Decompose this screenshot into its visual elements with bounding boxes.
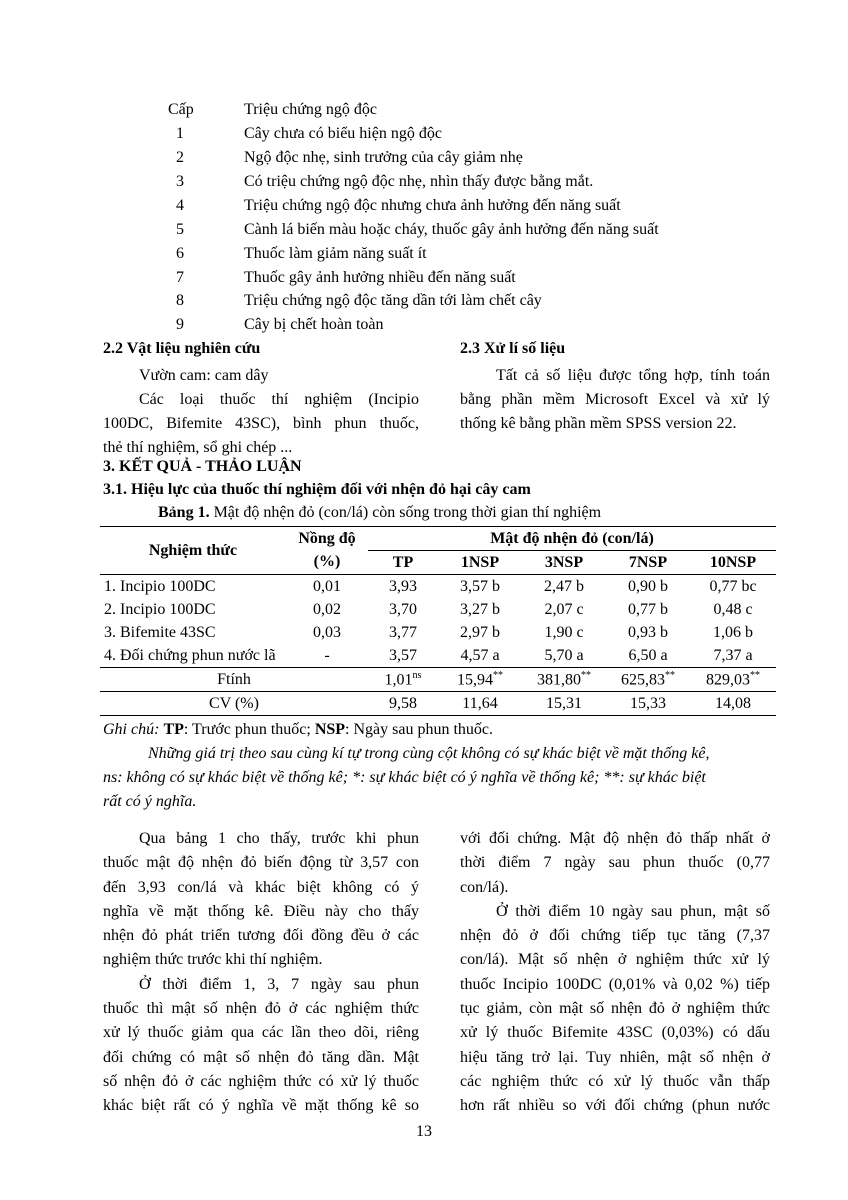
scale-row: [168, 292, 768, 314]
ftinh-cell: [606, 668, 690, 692]
note-tp-text: : Trước phun thuốc;: [183, 721, 315, 738]
scale-row: [168, 269, 768, 291]
scale-row: [168, 125, 768, 147]
body-line: con/lá). Mật số nhện ở nghiệm thức xử lý: [460, 951, 770, 969]
materials-text: [103, 364, 419, 460]
note-line: Những giá trị theo sau cùng kí tự trong cùng cột không có sự khác biệt về mặt thống kê,: [148, 745, 710, 762]
scale-desc: Có triệu chứng ngộ độc nhẹ, nhìn thấy được bằng mắt.: [244, 173, 594, 190]
scale-row: [168, 197, 768, 219]
ftinh-value: 829,03: [706, 671, 750, 689]
scale-header: [168, 101, 768, 123]
note-line: rất có ý nghĩa.: [103, 793, 197, 810]
cell-value: 7,37 a: [713, 646, 753, 664]
scale-desc: Triệu chứng ngộ độc tăng dần tới làm chết cây: [244, 292, 542, 309]
header-col-7nsp: 7NSP: [628, 553, 668, 571]
ftinh-cell: [368, 668, 438, 692]
cell-value: 0,77 bc: [709, 577, 757, 595]
scale-desc: Thuốc gây ảnh hưởng nhiều đến năng suất: [244, 269, 516, 286]
cell-concentration: 0,01: [313, 577, 341, 595]
header-col-1nsp: 1NSP: [460, 553, 500, 571]
cell-value: 3,57 b: [460, 577, 500, 595]
ftinh-sig: **: [493, 669, 503, 681]
cv-label: CV (%): [209, 694, 259, 712]
data-processing-heading: 2.3 Xử lí số liệu: [460, 340, 566, 357]
body-line: các nghiệm thức có xử lý thuốc vẫn thấp: [460, 1072, 770, 1090]
header-col-tp: TP: [392, 553, 414, 571]
cell-concentration: 0,02: [313, 600, 341, 618]
ftinh-sig: **: [665, 669, 675, 681]
ftinh-label: Ftính: [217, 670, 251, 688]
cell-value: 0,93 b: [628, 623, 668, 641]
cell-value: 0,77 b: [628, 600, 668, 618]
materials-line: Các loại thuốc thí nghiệm (Incipio: [139, 391, 419, 408]
materials-line: 100DC, Bifemite 43SC), bình phun thuốc,: [103, 415, 419, 432]
cell-value: 2,47 b: [544, 577, 584, 595]
cell-value: 0,48 c: [713, 600, 753, 618]
body-line: nghĩa về mặt thống kê. Điều này cho thấy: [103, 902, 419, 920]
cell-treatment: 3. Bifemite 43SC: [104, 623, 216, 641]
body-line: thuốc thì mật số nhện đỏ ở các nghiệm thức: [103, 1000, 419, 1018]
scale-level: 6: [176, 245, 184, 262]
table-caption-label: Bảng 1.: [158, 504, 210, 521]
note-tp: TP: [163, 721, 184, 738]
cell-value: 3,70: [389, 600, 417, 618]
scale-desc: Thuốc làm giảm năng suất ít: [244, 245, 427, 262]
scale-level: 7: [176, 269, 184, 286]
table-caption: [158, 504, 601, 522]
density-table: [100, 526, 776, 716]
body-line: số nhện đỏ ở các nghiệm thức có xử lý thuốc: [103, 1072, 419, 1090]
materials-line: Vườn cam: cam dây: [139, 367, 269, 384]
table-row: [100, 575, 776, 599]
cv-value: 11,64: [462, 694, 498, 712]
page-number: 13: [416, 1123, 432, 1140]
body-line: Ở thời điểm 10 ngày sau phun, mật số: [496, 902, 770, 920]
scale-level: 5: [176, 221, 184, 238]
ftinh-sig: **: [750, 669, 760, 681]
scale-desc: Cây bị chết hoàn toàn: [244, 316, 384, 333]
scale-level: 8: [176, 292, 184, 309]
ftinh-cell: [522, 668, 606, 692]
body-line: thời điểm 7 ngày sau phun thuốc (0,77: [460, 854, 770, 872]
header-concentration-unit: (%): [313, 553, 341, 571]
scale-desc: Cây chưa có biểu hiện ngộ độc: [244, 125, 442, 142]
table-header-row: [100, 527, 776, 551]
cell-value: 3,27 b: [460, 600, 500, 618]
section-materials: [103, 340, 419, 460]
cell-treatment: 4. Đối chứng phun nước lã: [104, 646, 276, 664]
cell-value: 0,90 b: [628, 577, 668, 595]
cell-value: 5,70 a: [544, 646, 584, 664]
scale-row: [168, 173, 768, 195]
data-processing-text: [460, 364, 770, 436]
note-line: ns: không có sự khác biệt về thống kê; *: sự khác biệt có ý nghĩa về thống kê; **: sự khác biệt: [103, 769, 706, 786]
results-subheading: 3.1. Hiệu lực của thuốc thí nghiệm đối với nhện đỏ hại cây cam: [103, 481, 531, 498]
header-density: Mật độ nhện đỏ (con/lá): [368, 527, 776, 551]
body-right-column: [460, 827, 770, 1119]
cell-value: 6,50 a: [628, 646, 668, 664]
ftinh-row: [100, 668, 776, 692]
header-concentration: Nồng độ: [298, 529, 356, 547]
body-line: xử lý thuốc giảm qua các lần theo dõi, riêng: [103, 1024, 419, 1042]
ftinh-value: 1,01: [384, 671, 413, 689]
cv-value: 9,58: [389, 694, 417, 712]
ftinh-value: 381,80: [537, 671, 581, 689]
body-line: đối chứng có mật số nhện đỏ tăng dần. Mật: [103, 1048, 419, 1066]
cell-value: 2,07 c: [544, 600, 584, 618]
scale-row: [168, 221, 768, 243]
materials-heading: 2.2 Vật liệu nghiên cứu: [103, 340, 261, 357]
note-nsp-text: : Ngày sau phun thuốc.: [345, 721, 494, 738]
ftinh-value: 15,94: [457, 671, 493, 689]
body-line: đến 3,93 con/lá và khác biệt không có ý: [103, 878, 419, 896]
ftinh-cell: [690, 668, 776, 692]
scale-level: 9: [176, 316, 184, 333]
scale-row: [168, 245, 768, 267]
scale-level: 4: [176, 197, 184, 214]
cell-value: 1,90 c: [544, 623, 584, 641]
note-label: Ghi chú:: [103, 721, 164, 738]
scale-level: 1: [176, 125, 184, 142]
table-note: [103, 721, 775, 739]
cv-value: 14,08: [715, 694, 751, 712]
body-line: Qua bảng 1 cho thấy, trước khi phun: [139, 830, 419, 847]
cv-row: [100, 692, 776, 716]
body-line: nghiệm thức trước khi thí nghiệm.: [103, 951, 323, 969]
body-line: khác biệt rất có ý nghĩa về mặt thống kê so: [103, 1097, 419, 1115]
scale-desc: Ngộ độc nhẹ, sinh trưởng của cây giảm nhẹ: [244, 149, 523, 166]
data-processing-line: bằng phần mềm Microsoft Excel và xử lý: [460, 391, 770, 408]
note-nsp: NSP: [314, 721, 346, 738]
body-line: thuốc mật độ nhện đỏ biến động từ 3,57 con: [103, 854, 419, 872]
body-line: xử lý thuốc Bifemite 43SC (0,03%) có dấu: [460, 1024, 770, 1042]
scale-header-desc: Triệu chứng ngộ độc: [244, 101, 377, 118]
scale-desc: Cành lá biến màu hoặc cháy, thuốc gây ảnh hưởng đến năng suất: [244, 221, 659, 238]
header-col-10nsp: 10NSP: [709, 553, 757, 571]
scale-level: 3: [176, 173, 184, 190]
table-row: [100, 598, 776, 621]
body-line: với đối chứng. Mật độ nhện đỏ thấp nhất ở: [460, 830, 770, 847]
ftinh-value: 625,83: [621, 671, 665, 689]
body-line: hiệu tăng trở lại. Tuy nhiên, mật số nhện ở: [460, 1048, 770, 1066]
cell-value: 1,06 b: [713, 623, 753, 641]
results-heading: 3. KẾT QUẢ - THẢO LUẬN: [103, 458, 302, 475]
ftinh-sig: ns: [412, 669, 422, 681]
scale-level: 2: [176, 149, 184, 166]
materials-line: thẻ thí nghiệm, sổ ghi chép ...: [103, 439, 293, 456]
header-col-3nsp: 3NSP: [544, 553, 584, 571]
cell-concentration: -: [324, 646, 330, 664]
scale-desc: Triệu chứng ngộ độc nhưng chưa ảnh hưởng đến năng suất: [244, 197, 621, 214]
ftinh-cell: [438, 668, 522, 692]
cell-value: 2,97 b: [460, 623, 500, 641]
body-left-column: [103, 827, 419, 1119]
table-caption-text: Mật độ nhện đỏ (con/lá) còn sống trong thời gian thí nghiệm: [209, 504, 602, 521]
data-processing-line: thống kê bằng phần mềm SPSS version 22.: [460, 415, 737, 432]
scale-row: [168, 316, 768, 338]
ftinh-sig: **: [581, 669, 591, 681]
cv-value: 15,31: [546, 694, 582, 712]
header-treatment: Nghiệm thức: [100, 527, 286, 575]
cell-value: 3,57: [389, 646, 417, 664]
cell-value: 3,93: [389, 577, 417, 595]
table-row: [100, 621, 776, 644]
section-data-processing: [460, 340, 770, 436]
body-line: nhện đỏ ở đối chứng tiếp tục tăng (7,37: [460, 927, 770, 945]
body-line: Ở thời điểm 1, 3, 7 ngày sau phun: [139, 975, 419, 993]
scale-header-level: Cấp: [168, 101, 194, 118]
cell-concentration: 0,03: [313, 623, 341, 641]
data-processing-line: Tất cả số liệu được tổng hợp, tính toán: [496, 367, 770, 384]
body-line: nhện đỏ phát triển tương đối đồng đều ở các: [103, 927, 419, 945]
cell-treatment: 1. Incipio 100DC: [104, 577, 216, 595]
scale-row: [168, 149, 768, 171]
cell-value: 4,57 a: [460, 646, 500, 664]
body-line: tục giảm, còn mật số nhện đỏ ở nghiệm thức: [460, 1000, 770, 1018]
body-line: thuốc Incipio 100DC (0,01% và 0,02 %) tiếp: [460, 975, 770, 993]
cell-value: 3,77: [389, 623, 417, 641]
cv-value: 15,33: [630, 694, 666, 712]
table-row: [100, 644, 776, 668]
cell-treatment: 2. Incipio 100DC: [104, 600, 216, 618]
body-line: con/lá).: [460, 878, 509, 896]
body-line: hơn rất nhiều so với đối chứng (phun nước: [460, 1097, 770, 1115]
